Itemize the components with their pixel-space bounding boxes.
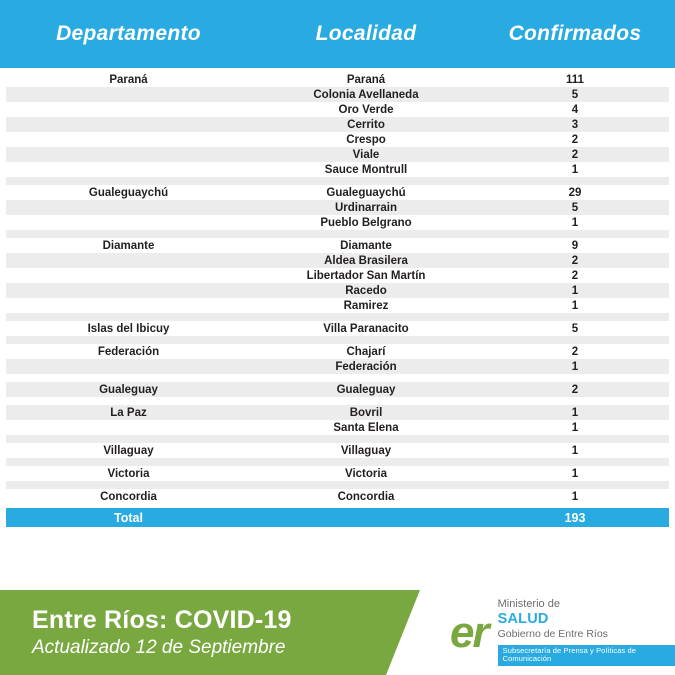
table-row — [6, 215, 669, 230]
table-row — [6, 344, 669, 359]
cell-confirmed: 1 — [571, 490, 579, 503]
row-group-spacer — [6, 435, 669, 443]
footer-subtitle: Actualizado 12 de Septiembre — [32, 636, 286, 658]
logo-secretariat: Subsecretaría de Prensa y Políticas de Comunicación — [498, 645, 675, 666]
row-group-spacer — [6, 458, 669, 466]
cell-confirmed: 9 — [571, 239, 579, 252]
cell-confirmed: 3 — [571, 118, 579, 131]
cell-locality: Aldea Brasilera — [324, 254, 408, 267]
cell-locality: Gualeguay — [336, 383, 396, 396]
cell-locality: Sauce Montrull — [324, 163, 408, 176]
row-group-spacer — [6, 397, 669, 405]
logo-ministry: Ministerio de — [497, 598, 560, 611]
table-row — [6, 420, 669, 435]
cell-confirmed: 5 — [571, 201, 579, 214]
cell-locality: Libertador San Martín — [306, 269, 426, 282]
table-row — [6, 405, 669, 420]
row-group-spacer — [6, 481, 669, 489]
cell-locality: Villa Paranacito — [323, 322, 409, 335]
table-row — [6, 72, 669, 87]
total-value: 193 — [564, 510, 586, 525]
total-label: Total — [114, 510, 143, 525]
cell-locality: Gualeguaychú — [326, 186, 406, 199]
cell-department: Gualeguaychú — [88, 186, 169, 199]
column-header-locality: Localidad — [315, 22, 417, 45]
table-row — [6, 132, 669, 147]
table-row — [6, 489, 669, 504]
table-row — [6, 200, 669, 215]
cell-department: La Paz — [110, 406, 147, 419]
footer-title: Entre Ríos: COVID-19 — [32, 605, 292, 634]
row-group-spacer — [6, 313, 669, 321]
cell-locality: Pueblo Belgrano — [320, 216, 412, 229]
table-row — [6, 238, 669, 253]
cell-locality: Cerrito — [347, 118, 385, 131]
cell-confirmed: 29 — [568, 186, 582, 199]
table-row — [6, 162, 669, 177]
footer-bar — [0, 590, 675, 675]
cell-department: Gualeguay — [99, 383, 158, 396]
table-row — [6, 117, 669, 132]
cell-locality: Victoria — [345, 467, 387, 480]
cell-confirmed: 5 — [571, 88, 579, 101]
total-row — [6, 508, 669, 527]
cell-confirmed: 1 — [571, 284, 579, 297]
cell-locality: Ramirez — [343, 299, 389, 312]
row-group-spacer — [6, 336, 669, 344]
cell-confirmed: 2 — [571, 345, 579, 358]
cell-locality: Colonia Avellaneda — [313, 88, 419, 101]
logo-government: Gobierno de Entre Ríos — [497, 627, 608, 640]
cell-confirmed: 2 — [571, 383, 579, 396]
logo-text-block — [498, 598, 675, 666]
cell-locality: Santa Elena — [333, 421, 399, 434]
cell-confirmed: 5 — [571, 322, 579, 335]
table-row — [6, 359, 669, 374]
logo-area: SALUD — [497, 610, 549, 627]
table-row — [6, 382, 669, 397]
cell-locality: Racedo — [345, 284, 387, 297]
cell-confirmed: 1 — [571, 163, 579, 176]
cell-locality: Viale — [352, 148, 380, 161]
cell-confirmed: 1 — [571, 406, 579, 419]
cell-confirmed: 4 — [571, 103, 579, 116]
row-group-spacer — [6, 177, 669, 185]
table-row — [6, 466, 669, 481]
table-row — [6, 298, 669, 313]
table-row — [6, 185, 669, 200]
table-row — [6, 321, 669, 336]
table-row — [6, 102, 669, 117]
cell-department: Villaguay — [103, 444, 154, 457]
cell-confirmed: 1 — [571, 467, 579, 480]
row-group-spacer — [6, 374, 669, 382]
cell-confirmed: 2 — [571, 269, 579, 282]
cell-confirmed: 2 — [571, 133, 579, 146]
cell-locality: Crespo — [346, 133, 386, 146]
cell-confirmed: 1 — [571, 216, 579, 229]
ministry-logo — [420, 590, 675, 675]
table-row — [6, 443, 669, 458]
table-header — [0, 0, 675, 68]
cell-department: Paraná — [109, 73, 148, 86]
cell-department: Federación — [97, 345, 160, 358]
cell-locality: Paraná — [346, 73, 386, 86]
column-header-department: Departamento — [56, 22, 201, 45]
table-row — [6, 87, 669, 102]
cell-confirmed: 2 — [571, 148, 579, 161]
cell-confirmed: 1 — [571, 299, 579, 312]
cell-locality: Villaguay — [340, 444, 392, 457]
footer-text-block — [0, 605, 292, 661]
table-row — [6, 147, 669, 162]
er-logo-icon: er — [450, 607, 488, 657]
cell-locality: Concordia — [337, 490, 395, 503]
table-row — [6, 283, 669, 298]
cell-locality: Chajarí — [346, 345, 386, 358]
column-header-confirmed: Confirmados — [508, 22, 642, 45]
cell-confirmed: 2 — [571, 254, 579, 267]
table-row — [6, 268, 669, 283]
table-body — [0, 68, 675, 504]
cell-department: Victoria — [107, 467, 150, 480]
row-group-spacer — [6, 230, 669, 238]
cell-locality: Urdinarrain — [335, 201, 397, 214]
table-row — [6, 253, 669, 268]
cell-locality: Federación — [335, 360, 397, 373]
cell-department: Diamante — [102, 239, 155, 252]
cell-department: Islas del Ibicuy — [87, 322, 170, 335]
cell-confirmed: 111 — [566, 73, 584, 86]
cell-department: Concordia — [100, 490, 157, 503]
cell-locality: Oro Verde — [338, 103, 394, 116]
cell-locality: Diamante — [340, 239, 392, 252]
cell-confirmed: 1 — [571, 421, 579, 434]
cell-confirmed: 1 — [571, 360, 579, 373]
cell-locality: Bovril — [349, 406, 383, 419]
cell-confirmed: 1 — [571, 444, 579, 457]
